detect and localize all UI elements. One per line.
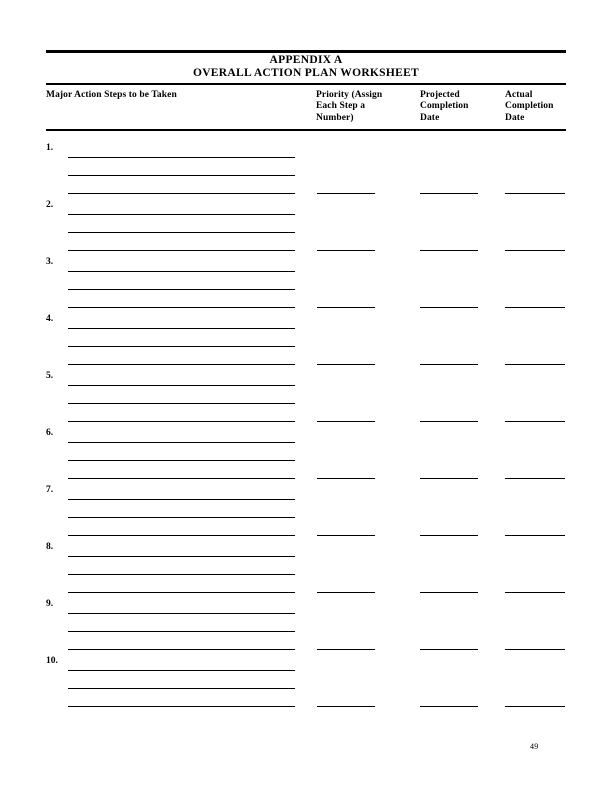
major-action-steps-write-line[interactable] bbox=[68, 157, 295, 158]
actual-completion-date-write-line[interactable] bbox=[505, 592, 565, 593]
worksheet-row bbox=[0, 599, 612, 659]
major-action-steps-write-line[interactable] bbox=[68, 535, 295, 536]
projected-completion-date-write-line[interactable] bbox=[420, 706, 478, 707]
projected-completion-date-write-line[interactable] bbox=[420, 307, 478, 308]
row-number: 5. bbox=[46, 371, 54, 381]
priority-write-line[interactable] bbox=[317, 592, 375, 593]
priority-write-line[interactable] bbox=[317, 706, 375, 707]
worksheet-row bbox=[0, 371, 612, 431]
major-action-steps-write-line[interactable] bbox=[68, 631, 295, 632]
column-header-actual-line-1: Actual bbox=[505, 90, 533, 100]
title-line-appendix: APPENDIX A bbox=[269, 54, 343, 66]
actual-completion-date-write-line[interactable] bbox=[505, 307, 565, 308]
major-action-steps-write-line[interactable] bbox=[68, 403, 295, 404]
worksheet-row bbox=[0, 542, 612, 602]
page-number: 49 bbox=[530, 742, 539, 751]
priority-write-line[interactable] bbox=[317, 307, 375, 308]
row-number: 7. bbox=[46, 485, 54, 495]
actual-completion-date-write-line[interactable] bbox=[505, 364, 565, 365]
worksheet-row bbox=[0, 200, 612, 260]
actual-completion-date-write-line[interactable] bbox=[505, 649, 565, 650]
worksheet-row bbox=[0, 485, 612, 545]
priority-write-line[interactable] bbox=[317, 421, 375, 422]
major-action-steps-write-line[interactable] bbox=[68, 649, 295, 650]
worksheet-row bbox=[0, 314, 612, 374]
major-action-steps-write-line[interactable] bbox=[68, 670, 295, 671]
column-header-major-action-steps-line-1: Major Action Steps to be Taken bbox=[46, 90, 177, 100]
projected-completion-date-write-line[interactable] bbox=[420, 649, 478, 650]
worksheet-row bbox=[0, 656, 612, 716]
major-action-steps-write-line[interactable] bbox=[68, 250, 295, 251]
projected-completion-date-write-line[interactable] bbox=[420, 421, 478, 422]
row-number: 1. bbox=[46, 143, 54, 153]
major-action-steps-write-line[interactable] bbox=[68, 517, 295, 518]
major-action-steps-write-line[interactable] bbox=[68, 688, 295, 689]
projected-completion-date-write-line[interactable] bbox=[420, 193, 478, 194]
actual-completion-date-write-line[interactable] bbox=[505, 478, 565, 479]
projected-completion-date-write-line[interactable] bbox=[420, 592, 478, 593]
worksheet-row bbox=[0, 257, 612, 317]
column-header-actual-line-2: Completion bbox=[505, 101, 554, 112]
projected-completion-date-write-line[interactable] bbox=[420, 535, 478, 536]
worksheet-row bbox=[0, 428, 612, 488]
major-action-steps-write-line[interactable] bbox=[68, 364, 295, 365]
column-header-projected-line-2: Completion bbox=[420, 101, 469, 112]
column-header-priority-line-2: Each Step a bbox=[316, 101, 366, 112]
priority-write-line[interactable] bbox=[317, 649, 375, 650]
actual-completion-date-write-line[interactable] bbox=[505, 250, 565, 251]
priority-write-line[interactable] bbox=[317, 535, 375, 536]
major-action-steps-write-line[interactable] bbox=[68, 574, 295, 575]
major-action-steps-write-line[interactable] bbox=[68, 478, 295, 479]
major-action-steps-write-line[interactable] bbox=[68, 193, 295, 194]
major-action-steps-write-line[interactable] bbox=[68, 271, 295, 272]
row-number: 4. bbox=[46, 314, 54, 324]
major-action-steps-write-line[interactable] bbox=[68, 175, 295, 176]
major-action-steps-write-line[interactable] bbox=[68, 421, 295, 422]
major-action-steps-write-line[interactable] bbox=[68, 460, 295, 461]
actual-completion-date-write-line[interactable] bbox=[505, 706, 565, 707]
major-action-steps-write-line[interactable] bbox=[68, 592, 295, 593]
priority-write-line[interactable] bbox=[317, 250, 375, 251]
actual-completion-date-write-line[interactable] bbox=[505, 535, 565, 536]
major-action-steps-write-line[interactable] bbox=[68, 214, 295, 215]
column-header-priority-line-1: Priority (Assign bbox=[316, 90, 383, 100]
column-header-projected-line-3: Date bbox=[420, 112, 440, 123]
major-action-steps-write-line[interactable] bbox=[68, 556, 295, 557]
major-action-steps-write-line[interactable] bbox=[68, 232, 295, 233]
column-header-projected-line-1: Projected bbox=[420, 90, 460, 100]
priority-write-line[interactable] bbox=[317, 193, 375, 194]
row-number: 2. bbox=[46, 200, 54, 210]
projected-completion-date-write-line[interactable] bbox=[420, 478, 478, 479]
row-number: 8. bbox=[46, 542, 54, 552]
row-number: 6. bbox=[46, 428, 54, 438]
column-header-actual-line-3: Date bbox=[505, 112, 525, 123]
major-action-steps-write-line[interactable] bbox=[68, 307, 295, 308]
row-number: 3. bbox=[46, 257, 54, 267]
major-action-steps-write-line[interactable] bbox=[68, 613, 295, 614]
major-action-steps-write-line[interactable] bbox=[68, 289, 295, 290]
projected-completion-date-write-line[interactable] bbox=[420, 250, 478, 251]
major-action-steps-write-line[interactable] bbox=[68, 499, 295, 500]
major-action-steps-write-line[interactable] bbox=[68, 706, 295, 707]
actual-completion-date-write-line[interactable] bbox=[505, 193, 565, 194]
projected-completion-date-write-line[interactable] bbox=[420, 364, 478, 365]
major-action-steps-write-line[interactable] bbox=[68, 328, 295, 329]
row-number: 9. bbox=[46, 599, 54, 609]
priority-write-line[interactable] bbox=[317, 478, 375, 479]
column-header-priority-line-3: Number) bbox=[316, 112, 354, 123]
row-number: 10. bbox=[46, 656, 58, 666]
major-action-steps-write-line[interactable] bbox=[68, 442, 295, 443]
worksheet-row bbox=[0, 143, 612, 203]
major-action-steps-write-line[interactable] bbox=[68, 385, 295, 386]
priority-write-line[interactable] bbox=[317, 364, 375, 365]
actual-completion-date-write-line[interactable] bbox=[505, 421, 565, 422]
title-line-worksheet: OVERALL ACTION PLAN WORKSHEET bbox=[192, 67, 420, 79]
major-action-steps-write-line[interactable] bbox=[68, 346, 295, 347]
